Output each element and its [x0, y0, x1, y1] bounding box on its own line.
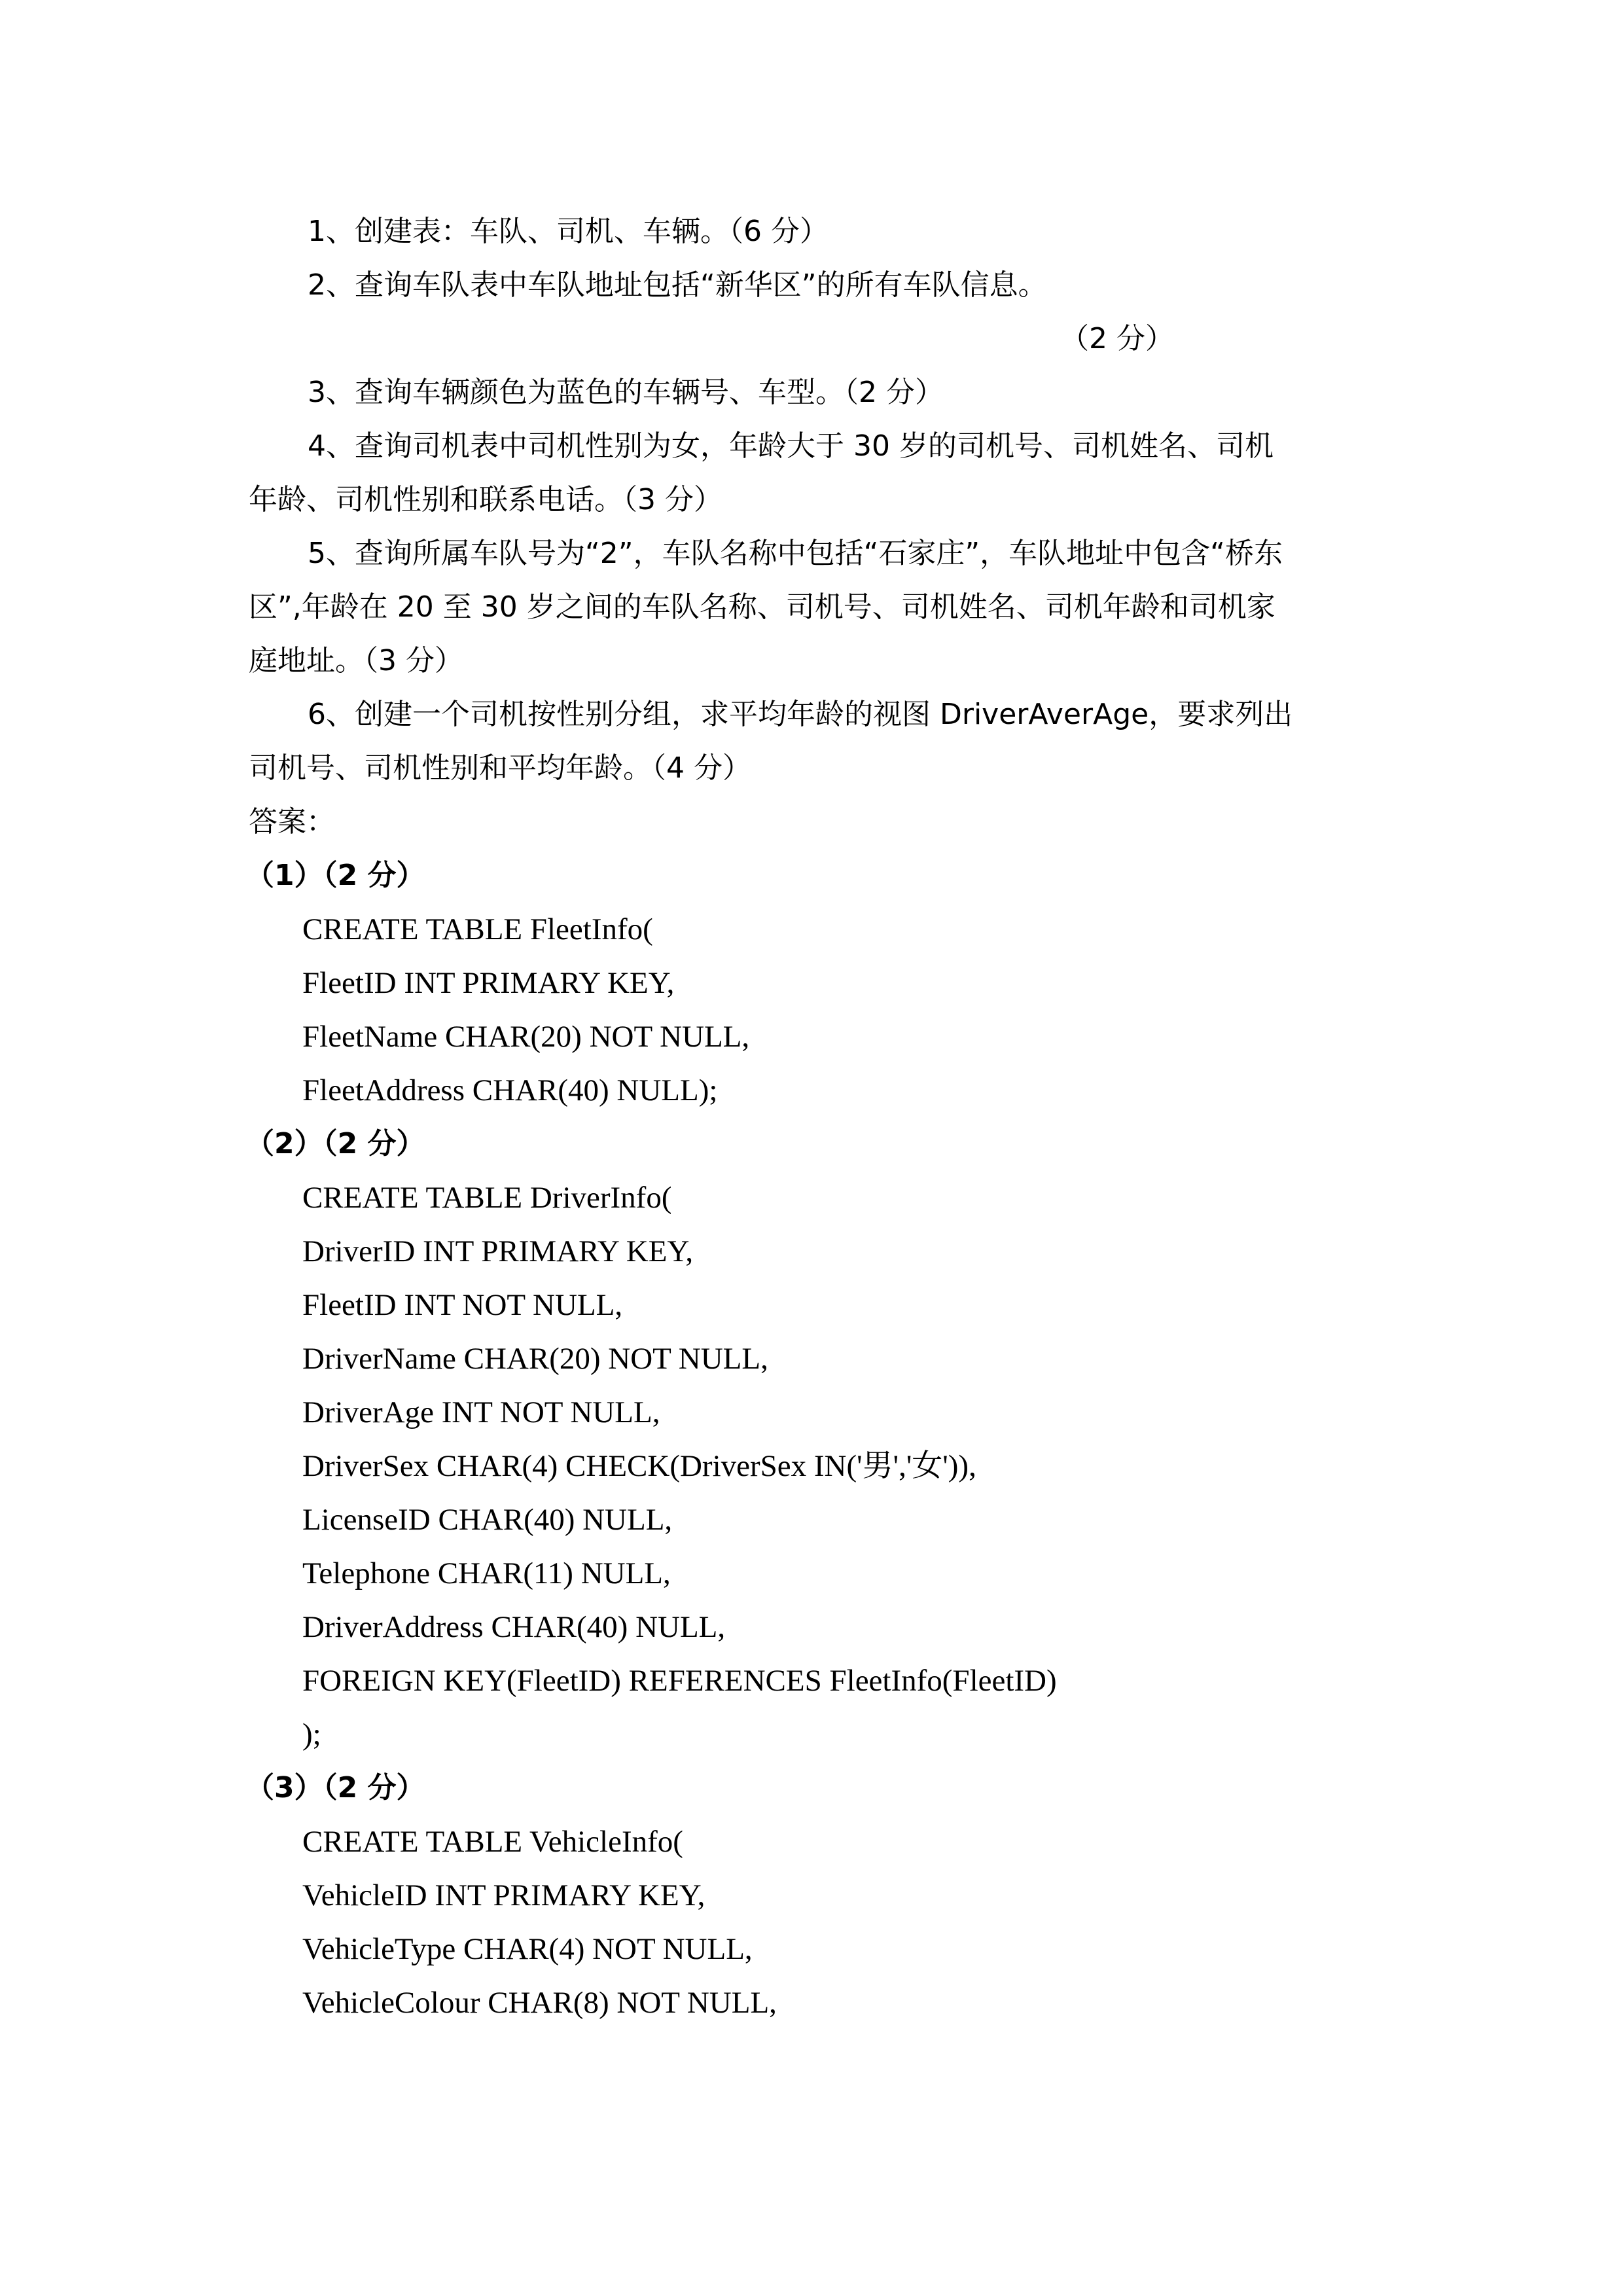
code-line: Telephone CHAR(11) NULL,	[302, 1556, 671, 1590]
code-line: LicenseID CHAR(40) NULL,	[302, 1503, 673, 1537]
code-line: DriverName CHAR(20) NOT NULL,	[302, 1342, 768, 1376]
code-line: DriverAge INT NOT NULL,	[302, 1395, 660, 1429]
question-5-line-3: 庭地址。（3 分）	[249, 644, 463, 677]
code-line: DriverSex CHAR(4) CHECK(DriverSex IN('男','女')),	[302, 1449, 976, 1483]
code-line: DriverID INT PRIMARY KEY,	[302, 1234, 694, 1268]
code-line: );	[302, 1717, 321, 1751]
code-line: FleetAddress CHAR(40) NULL);	[302, 1073, 718, 1107]
code-line: VehicleColour CHAR(8) NOT NULL,	[302, 1986, 777, 2020]
code-line: CREATE TABLE VehicleInfo(	[302, 1825, 683, 1859]
answer-label: 答案：	[249, 805, 335, 838]
code-line: VehicleType CHAR(4) NOT NULL,	[302, 1932, 753, 1966]
code-line: CREATE TABLE FleetInfo(	[302, 912, 653, 946]
question-6-line-2: 司机号、司机性别和平均年龄。（4 分）	[249, 751, 751, 785]
section-1-header: （1）（2 分）	[245, 859, 425, 892]
question-3-line-1: 3、查询车辆颜色为蓝色的车辆号、车型。（2 分）	[308, 376, 944, 409]
question-2-score: （2 分）	[1060, 322, 1174, 355]
code-line: FleetID INT NOT NULL,	[302, 1288, 623, 1322]
question-6-line-1: 6、创建一个司机按性别分组，求平均年龄的视图 DriverAverAge，要求列出	[308, 698, 1293, 731]
code-line: DriverAddress CHAR(40) NULL,	[302, 1610, 726, 1644]
question-5-line-2: 区”,年龄在 20 至 30 岁之间的车队名称、司机号、司机姓名、司机年龄和司机家	[249, 590, 1275, 624]
code-line: CREATE TABLE DriverInfo(	[302, 1181, 672, 1215]
code-line: FOREIGN KEY(FleetID) REFERENCES FleetInfo(FleetID)	[302, 1664, 1057, 1698]
code-line: FleetID INT PRIMARY KEY,	[302, 966, 675, 1000]
question-5-line-1: 5、查询所属车队号为“2”，车队名称中包括“石家庄”，车队地址中包含“桥东	[308, 537, 1283, 570]
code-line: FleetName CHAR(20) NOT NULL,	[302, 1020, 750, 1054]
section-2-header: （2）（2 分）	[245, 1127, 425, 1160]
question-2-line-1: 2、查询车队表中车队地址包括“新华区”的所有车队信息。	[308, 268, 1047, 302]
question-4-line-1: 4、查询司机表中司机性别为女，年龄大于 30 岁的司机号、司机姓名、司机	[308, 429, 1274, 463]
question-1-line-1: 1、创建表：车队、司机、车辆。（6 分）	[308, 215, 829, 248]
question-4-line-2: 年龄、司机性别和联系电话。（3 分）	[249, 483, 722, 516]
code-line: VehicleID INT PRIMARY KEY,	[302, 1878, 705, 1912]
section-3-header: （3）（2 分）	[245, 1771, 425, 1804]
